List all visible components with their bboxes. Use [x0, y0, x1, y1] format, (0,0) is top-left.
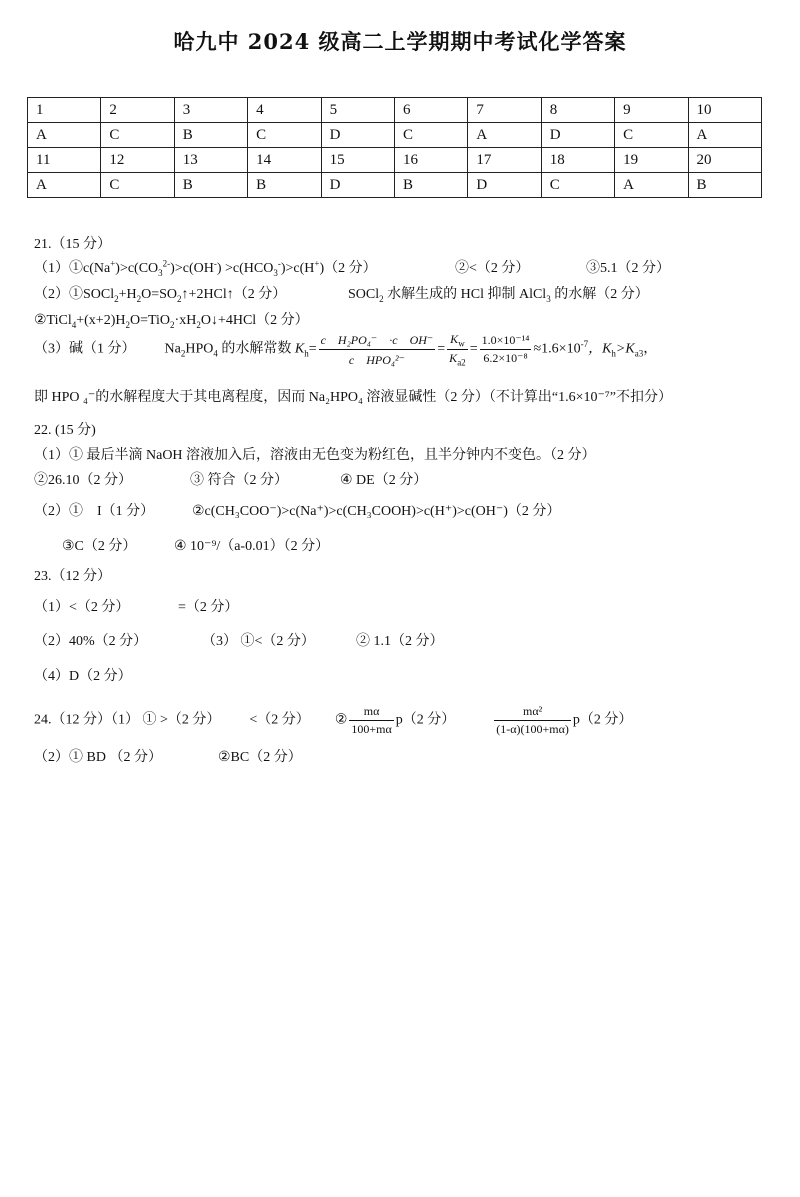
- table-cell: D: [468, 173, 541, 198]
- table-cell: C: [541, 173, 614, 198]
- q23-part3-answer2: ② 1.1（2 分）: [356, 634, 444, 649]
- q21-part2-explanation: [348, 283, 649, 304]
- q23-header: 23.（12 分）: [34, 569, 111, 584]
- q21-p1-sup-c: -: [213, 258, 217, 269]
- table-cell: 17: [468, 148, 541, 173]
- table-cell: 7: [468, 98, 541, 123]
- q23-part4: （4）D（2 分）: [34, 669, 132, 684]
- q21-p4-hpo-sub: 4: [213, 348, 218, 359]
- table-cell: C: [101, 123, 174, 148]
- table-cell: 20: [688, 148, 761, 173]
- q21-p4-eq3: =: [469, 341, 478, 357]
- q21-p4-kh-sub: h: [304, 348, 309, 359]
- q21-p2-text-c: O=SO: [141, 287, 178, 302]
- table-cell: 10: [688, 98, 761, 123]
- q21-part2: [34, 283, 286, 304]
- table-cell: 1: [28, 98, 101, 123]
- table-cell: 12: [101, 148, 174, 173]
- answer-table: [27, 97, 762, 198]
- table-cell: 9: [615, 98, 688, 123]
- q21-p4-tail3: ，: [643, 341, 658, 357]
- table-cell: 11: [28, 148, 101, 173]
- q21-part1-answer2: ②<（2 分）: [455, 261, 530, 276]
- q22-part2-answer3: ③C（2 分）: [62, 539, 137, 554]
- q21-p2-text-f: 水解生成的 HCl 抑制 AlCl: [383, 287, 547, 302]
- q21-p1-text-a: （1）①c(Na: [34, 261, 111, 276]
- table-cell: B: [688, 173, 761, 198]
- q21-p3-sub-b: 2: [125, 319, 130, 330]
- table-cell: A: [468, 123, 541, 148]
- table-cell: C: [101, 173, 174, 198]
- q21-frac1-num: c H₂PO₄⁻ ·c OH⁻: [319, 331, 436, 350]
- q24-frac2-num: mα²: [494, 704, 571, 721]
- q21-p2-text-a: （2）①SOCl: [34, 287, 115, 302]
- q21-p4-tail-sub2: a3: [634, 348, 644, 359]
- q21-frac2-num: [447, 332, 468, 350]
- table-cell: 19: [615, 148, 688, 173]
- table-cell: B: [248, 173, 321, 198]
- q21-part2-equation2: [34, 309, 309, 330]
- q21-p4-tail2: >K: [615, 341, 635, 357]
- q23-part1-answer1: （1）<（2 分）: [34, 600, 130, 615]
- q21-p1-text-b: )>c(CO: [115, 261, 159, 276]
- q21-frac2-num-sub: w: [458, 338, 465, 348]
- q21-p1-sup-a: +: [110, 258, 116, 269]
- q21-frac2-num-k: K: [450, 331, 459, 346]
- table-cell: 6: [394, 98, 467, 123]
- q24-frac1-num: mα: [349, 704, 393, 721]
- q21-p4-eq1: =: [308, 341, 317, 357]
- answer-row: [28, 173, 762, 198]
- q21-frac2-den-k: K: [449, 351, 458, 365]
- q21-p2-text-e: SOCl: [348, 287, 380, 302]
- q24-fraction-2: [494, 704, 571, 737]
- q21-p1-text-e: )>c(H: [280, 261, 315, 276]
- q24-p1-answer1: 24.（12 分）（1） ① >（2 分）: [34, 712, 221, 728]
- q21-p4-text-a: （3）碱（1 分）: [34, 341, 136, 357]
- q21-p3-sub-a: 4: [71, 319, 77, 330]
- table-cell: 14: [248, 148, 321, 173]
- q21-p4-na: Na: [164, 341, 181, 357]
- table-cell: 3: [174, 98, 247, 123]
- question-number-row: [28, 148, 762, 173]
- table-cell: B: [394, 173, 467, 198]
- table-cell: 8: [541, 98, 614, 123]
- table-cell: 4: [248, 98, 321, 123]
- q21-p3-sub-d: 2: [196, 319, 201, 330]
- q22-part1-answer4: ④ DE（2 分）: [340, 473, 428, 488]
- q21-p2-sub-e: 2: [379, 293, 384, 304]
- q22-part1-answer2: ②26.10（2 分）: [34, 473, 132, 488]
- q23-part3-answer1: （3） ①<（2 分）: [202, 634, 315, 649]
- table-cell: 16: [394, 148, 467, 173]
- q21-header: 21.（15 分）: [34, 237, 111, 252]
- q22-header: 22. (15 分): [34, 423, 96, 438]
- q24-p1-answer2: <（2 分）: [249, 712, 310, 728]
- q21-p3-sub-c: 2: [170, 319, 175, 330]
- table-cell: B: [174, 173, 247, 198]
- page-title: 哈九中 2024 级高二上学期期中考试化学答案: [173, 29, 627, 54]
- q23-part1-answer2: =（2 分）: [178, 600, 239, 615]
- q24-fraction-1: [349, 704, 393, 737]
- table-cell: 13: [174, 148, 247, 173]
- q21-p4-text-c: 的水解常数: [217, 341, 295, 357]
- question-number-row: [28, 98, 762, 123]
- q21-p1-sup-e: +: [314, 258, 320, 269]
- q21-part1-answer3: ③5.1（2 分）: [586, 261, 670, 276]
- q21-p3-text-e: O↓+4HCl（2 分）: [200, 313, 309, 328]
- q21-p1-text-c: )>c(OH: [170, 261, 214, 276]
- table-cell: C: [615, 123, 688, 148]
- q21-frac3-den: 6.2×10⁻⁸: [483, 351, 528, 365]
- q21-p2-sub-c: 2: [177, 293, 182, 304]
- q24-part2-answer2: ②BC（2 分）: [218, 750, 302, 765]
- table-cell: 2: [101, 98, 174, 123]
- q24-part1: [34, 704, 632, 737]
- q21-p4-approx: ≈1.6×10: [533, 341, 581, 357]
- table-cell: C: [248, 123, 321, 148]
- table-cell: D: [541, 123, 614, 148]
- q21-part1: [34, 257, 377, 278]
- table-cell: 5: [321, 98, 394, 123]
- table-cell: 18: [541, 148, 614, 173]
- q21-part3: [34, 331, 657, 368]
- q21-p1-text-f: )（2 分）: [319, 261, 377, 276]
- q24-p1-circle2: ②: [334, 712, 348, 728]
- q21-p3-text-b: +(x+2)H: [76, 313, 126, 328]
- q21-p4-hpo: HPO: [185, 341, 214, 357]
- q24-part2-answer1: （2）① BD （2 分）: [34, 750, 162, 765]
- table-cell: D: [321, 173, 394, 198]
- q21-frac1-den: c HPO₄²⁻: [348, 353, 405, 367]
- q21-p2-text-d: ↑+2HCl↑（2 分）: [181, 287, 287, 302]
- table-cell: 15: [321, 148, 394, 173]
- q21-frac2-den-sub: a2: [457, 357, 466, 368]
- table-cell: A: [28, 173, 101, 198]
- q21-conclusion: 即 HPO ₄⁻的水解程度大于其电离程度，因而 Na₂HPO₄ 溶液显碱性（2 分）（不计算出“1.6×10⁻⁷”不扣分）: [34, 390, 672, 405]
- q24-frac2-den: (1-α)(100+mα): [496, 722, 569, 736]
- q21-p4-na-sub: 2: [180, 348, 186, 359]
- q21-p4-tail: ，K: [588, 341, 612, 357]
- q24-p1-answer3: p（2 分）: [395, 712, 456, 728]
- q21-p2-sub-f: 3: [546, 293, 551, 304]
- q21-p1-sub-b: 3: [158, 267, 163, 278]
- table-cell: B: [174, 123, 247, 148]
- q22-part1-answer3: ③ 符合（2 分）: [190, 473, 288, 488]
- q21-p2-sub-a: 2: [114, 293, 119, 304]
- q21-p1-text-d: ) >c(HCO: [216, 261, 274, 276]
- q21-fraction-concentration: [319, 331, 436, 368]
- table-cell: C: [394, 123, 467, 148]
- q21-p1-sub-d: 3: [273, 267, 278, 278]
- q21-p3-text-d: ·xH: [174, 313, 197, 328]
- q21-p2-text-g: 的水解（2 分）: [550, 287, 649, 302]
- q21-p4-tail-sub1: h: [611, 348, 616, 359]
- q22-part1: （1）① 最后半滴 NaOH 溶液加入后，溶液由无色变为粉红色，且半分钟内不变色。（2 分）: [34, 448, 596, 463]
- q23-part2: （2）40%（2 分）: [34, 634, 148, 649]
- q21-p4-eq2: =: [437, 341, 446, 357]
- table-cell: A: [28, 123, 101, 148]
- table-cell: A: [688, 123, 761, 148]
- q21-p2-text-b: +H: [118, 287, 137, 302]
- q21-p1-sup-d: -: [277, 258, 281, 269]
- q21-p3-text-a: ②TiCl: [34, 313, 72, 328]
- q21-p2-sub-b: 2: [136, 293, 142, 304]
- q21-frac3-num: 1.0×10⁻¹⁴: [480, 333, 532, 350]
- q21-p4-approx-sup: -7: [580, 339, 589, 350]
- table-cell: D: [321, 123, 394, 148]
- q22-part2-answer4: ④ 10⁻⁹/（a-0.01）（2 分）: [174, 539, 330, 554]
- q22-part2-answer2: ②c(CH₃COO⁻)>c(Na⁺)>c(CH₃COOH)>c(H⁺)>c(OH⁻)（2 分）: [192, 504, 561, 519]
- q21-fraction-kw-ka2: [447, 332, 468, 368]
- q22-part2-answer1: （2）① I（1 分）: [34, 504, 155, 519]
- q24-frac1-den: 100+mα: [351, 722, 392, 736]
- q21-fraction-numeric: [480, 333, 532, 366]
- q21-p1-sup-b: 2-: [162, 258, 171, 269]
- answer-row: [28, 123, 762, 148]
- table-cell: A: [615, 173, 688, 198]
- q21-frac2-den: [447, 350, 468, 367]
- q24-p1-answer4: p（2 分）: [572, 712, 633, 728]
- q21-p3-text-c: O=TiO: [129, 313, 171, 328]
- q21-p4-kh: K: [294, 341, 305, 357]
